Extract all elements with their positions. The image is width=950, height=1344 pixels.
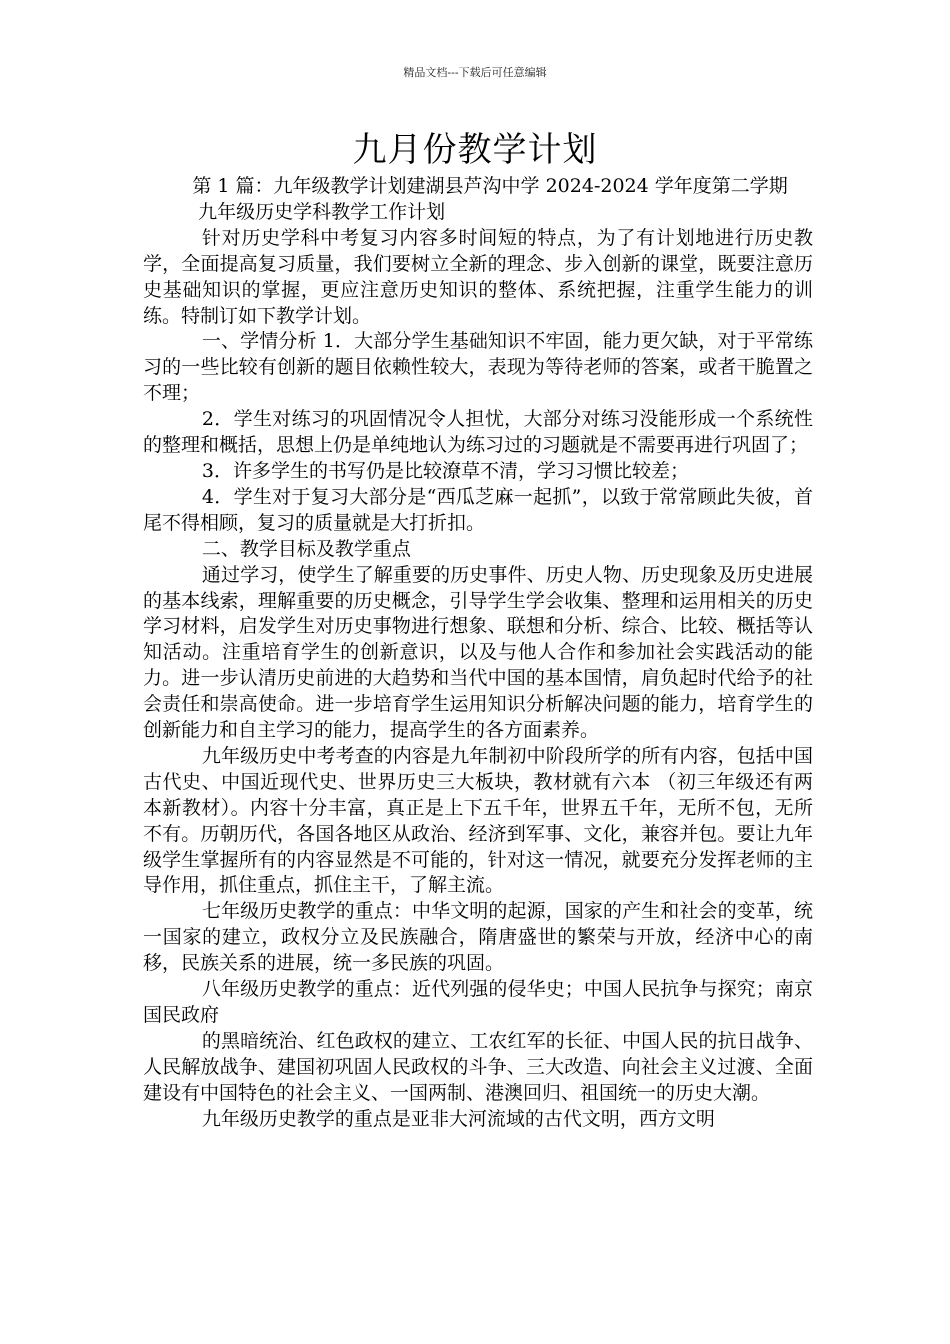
paragraph-article-heading: 第 1 篇：九年级教学计划建湖县芦沟中学 2024-2024 学年度第二学期 (192, 175, 788, 197)
paragraph-item-four: 4．学生对于复习大部分是“西瓜芝麻一起抓”，以致于常常顾此失彼，首尾不得相顾，复习的质量就是大打折扣。 (143, 485, 813, 534)
paragraph-intro: 针对历史学科中考复习内容多时间短的特点，为了有计划地进行历史教学，全面提高复习质量，我们要树立全新的理念、步入创新的课堂，既要注意历史基础知识的掌握，更应注意历史知识的整体、系统把握，注重学生能力的训练。特制订如下教学计划。 (143, 226, 813, 327)
document-title: 九月份教学计划 (352, 130, 598, 170)
document-body (143, 174, 813, 1133)
paragraph-item-two: 2．学生对练习的巩固情况令人担忧，大部分对练习没能形成一个系统性的整理和概括，思想上仍是单纯地认为练习过的习题就是不需要再进行巩固了； (143, 408, 813, 457)
paragraph-item-three: 3．许多学生的书写仍是比较潦草不清，学习习惯比较差； (201, 459, 689, 482)
paragraph-exam-content: 九年级历史中考考查的内容是九年制初中阶段所学的所有内容，包括中国古代史、中国近现代史、世界历史三大板块，教材就有六本 （初三年级还有两本新教材）。内容十分丰富，真正是上下五千年，世界五千年，无所不包，无所不有。历朝历代，各国各地区从政治、经济到军事、文化，兼容并包。要让九年级学生掌握所有的内容显然是不可能的，针对这一情况，就要充分发挥老师的主导作用，抓住重点，抓住主干，了解主流。 (143, 744, 813, 897)
paragraph-section-two: 二、教学目标及教学重点 (201, 537, 411, 560)
page-header: 精品文档---下载后可任意编辑 (403, 66, 547, 79)
paragraph-grade-nine: 九年级历史教学的重点是亚非大河流域的古代文明，西方文明 (201, 1107, 715, 1130)
paragraph-section-one: 一、学情分析 1．大部分学生基础知识不牢固，能力更欠缺，对于平常练习的一些比较有创新的题目依赖性较大，表现为等待老师的答案，或者干脆置之不理； (143, 330, 813, 405)
paragraph-goals: 通过学习，使学生了解重要的历史事件、历史人物、历史现象及历史进展的基本线索，理解重要的历史概念，引导学生学会收集、整理和运用相关的历史学习材料，启发学生对历史事物进行想象、联想和分析、综合、比较、概括等认知活动。注重培育学生的创新意识，以及与他人合作和参加社会实践活动的能力。进一步认清历史前进的大趋势和当代中国的基本国情，肩负起时代给予的社会责任和崇高使命。进一步培育学生运用知识分析解决问题的能力，培育学生的创新能力和自主学习的能力，提高学生的各方面素养。 (143, 563, 813, 742)
paragraph-grade-eight: 八年级历史教学的重点：近代列强的侵华史；中国人民抗争与探究；南京国民政府 (143, 978, 813, 1026)
paragraph-grade-seven: 七年级历史教学的重点：中华文明的起源，国家的产生和社会的变革，统一国家的建立，政权分立及民族融合，隋唐盛世的繁荣与开放，经济中心的南移，民族关系的进展，统一多民族的巩固。 (143, 900, 813, 975)
paragraph-plan-title: 九年级历史学科教学工作计划 (198, 200, 446, 223)
paragraph-grade-eight-continued: 的黑暗统治、红色政权的建立、工农红军的长征、中国人民的抗日战争、人民解放战争、建国初巩固人民政权的斗争、三大改造、向社会主义过渡、全面建设有中国特色的社会主义、一国两制、港澳回归、祖国统一的历史大潮。 (143, 1029, 813, 1104)
